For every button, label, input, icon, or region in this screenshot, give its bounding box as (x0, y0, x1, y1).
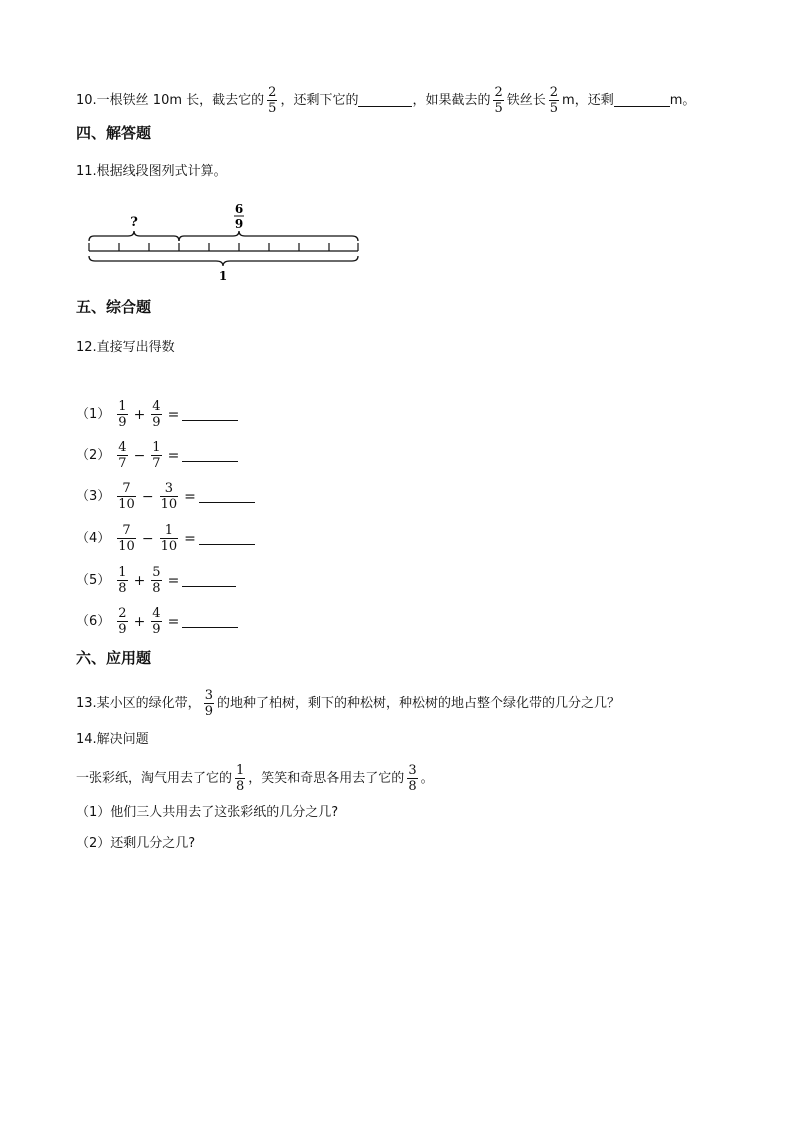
q12-answer-blank[interactable] (182, 615, 238, 628)
q10-fraction-1: $\frac{2}{5}$ (268, 85, 277, 116)
q12-item-5 (76, 566, 236, 595)
q12-item-equals: = (184, 488, 196, 505)
q12-item-2 (76, 441, 238, 470)
section-heading-5: 五、综合题 (76, 298, 152, 316)
q12-item-label: （4） (76, 531, 111, 547)
q10-answer-blank-2[interactable] (614, 94, 670, 107)
section-heading-6: 六、应用题 (76, 649, 152, 667)
q12-item-equals: = (167, 447, 180, 464)
diagram-brace-left (89, 231, 179, 241)
q13-text-2: 的地种了柏树，剩下的种松树，种松树的地占整个绿化带的几分之几？ (216, 696, 620, 712)
q14-text-3: 。 (420, 771, 434, 787)
q12-answer-blank[interactable] (182, 449, 238, 462)
q10-text-4: 铁丝长 (506, 93, 546, 109)
q12-item-label: （2） (76, 448, 111, 464)
diagram-fraction-numerator: 6 (234, 202, 244, 216)
q12-item-operator: − (133, 447, 146, 464)
q12-item-operator: − (141, 530, 154, 547)
diagram-brace-right (179, 231, 358, 241)
q12-item-fraction-b: $\frac{1}{10}$ (160, 523, 178, 554)
question-14-body (76, 764, 434, 793)
q12-answer-blank[interactable] (199, 490, 255, 503)
q13-text-1: 13.某小区的绿化带， (76, 696, 201, 712)
diagram-total-label: 1 (218, 269, 228, 283)
q12-item-operator: − (141, 488, 154, 505)
q12-item-4 (76, 524, 255, 553)
diagram-brace-bottom (89, 256, 358, 266)
q12-item-fraction-a: $\frac{7}{10}$ (118, 481, 135, 512)
q12-item-operator: + (133, 613, 146, 630)
question-14-title: 14.解决问题 (76, 732, 149, 747)
q12-item-equals: = (167, 406, 180, 423)
question-13 (76, 689, 620, 718)
question-12-text: 12.直接写出得数 (76, 340, 175, 355)
q10-text-6: m。 (669, 93, 696, 109)
q14-fraction-2: $\frac{3}{8}$ (408, 763, 417, 794)
q10-text-5: m，还剩 (562, 93, 614, 109)
q12-item-equals: = (167, 572, 180, 589)
question-11-text: 11.根据线段图列式计算。 (76, 164, 227, 179)
q12-item-fraction-a: $\frac{4}{7}$ (118, 440, 127, 471)
q12-item-equals: = (167, 613, 180, 630)
q12-item-fraction-b: $\frac{3}{10}$ (160, 481, 178, 512)
q12-answer-blank[interactable] (182, 574, 236, 587)
q12-item-equals: = (184, 530, 196, 547)
q10-fraction-2: $\frac{2}{5}$ (494, 85, 503, 116)
q12-item-fraction-a: $\frac{7}{10}$ (118, 523, 135, 554)
diagram-unknown-label: ? (130, 215, 138, 230)
q14-fraction-1: $\frac{1}{8}$ (236, 763, 245, 794)
q10-text-2: ，还剩下它的 (280, 93, 359, 109)
q14-text-1: 一张彩纸，淘气用去了它的 (76, 771, 233, 787)
segment-diagram (84, 200, 366, 286)
q12-item-fraction-a: $\frac{1}{9}$ (118, 399, 127, 430)
q12-item-operator: + (133, 572, 146, 589)
q12-item-fraction-b: $\frac{1}{7}$ (152, 440, 161, 471)
q12-item-fraction-b: $\frac{5}{8}$ (152, 565, 161, 596)
q14-subquestion-2: （2）还剩几分之几? (76, 836, 196, 851)
q10-fraction-3: $\frac{2}{5}$ (549, 85, 559, 116)
q12-item-label: （6） (76, 614, 111, 630)
q10-text-3: ，如果截去的 (412, 93, 491, 109)
q12-answer-blank[interactable] (199, 532, 255, 545)
q12-item-label: （1） (76, 407, 111, 423)
q14-subquestion-1: （1）他们三人共用去了这张彩纸的几分之几? (76, 805, 339, 820)
q12-item-fraction-b: $\frac{4}{9}$ (152, 606, 161, 637)
q10-text-1: 10.一根铁丝 10m 长，截去它的 (76, 93, 265, 109)
q12-item-6 (76, 607, 238, 636)
section-heading-4: 四、解答题 (76, 124, 152, 142)
q12-answer-blank[interactable] (182, 408, 238, 421)
q10-answer-blank-1[interactable] (358, 94, 412, 107)
q12-item-fraction-a: $\frac{2}{9}$ (118, 606, 127, 637)
q12-item-fraction-a: $\frac{1}{8}$ (118, 565, 127, 596)
q13-fraction: $\frac{3}{9}$ (204, 688, 213, 719)
q12-item-1 (76, 400, 238, 429)
q14-text-2: ，笑笑和奇思各用去了它的 (248, 771, 405, 787)
q12-item-label: （5） (76, 573, 111, 589)
question-10 (76, 86, 695, 115)
q12-item-label: （3） (76, 489, 111, 505)
q12-item-fraction-b: $\frac{4}{9}$ (152, 399, 161, 430)
q12-item-operator: + (133, 406, 146, 423)
diagram-fraction-denominator: 9 (234, 217, 244, 231)
q12-item-3 (76, 482, 255, 511)
